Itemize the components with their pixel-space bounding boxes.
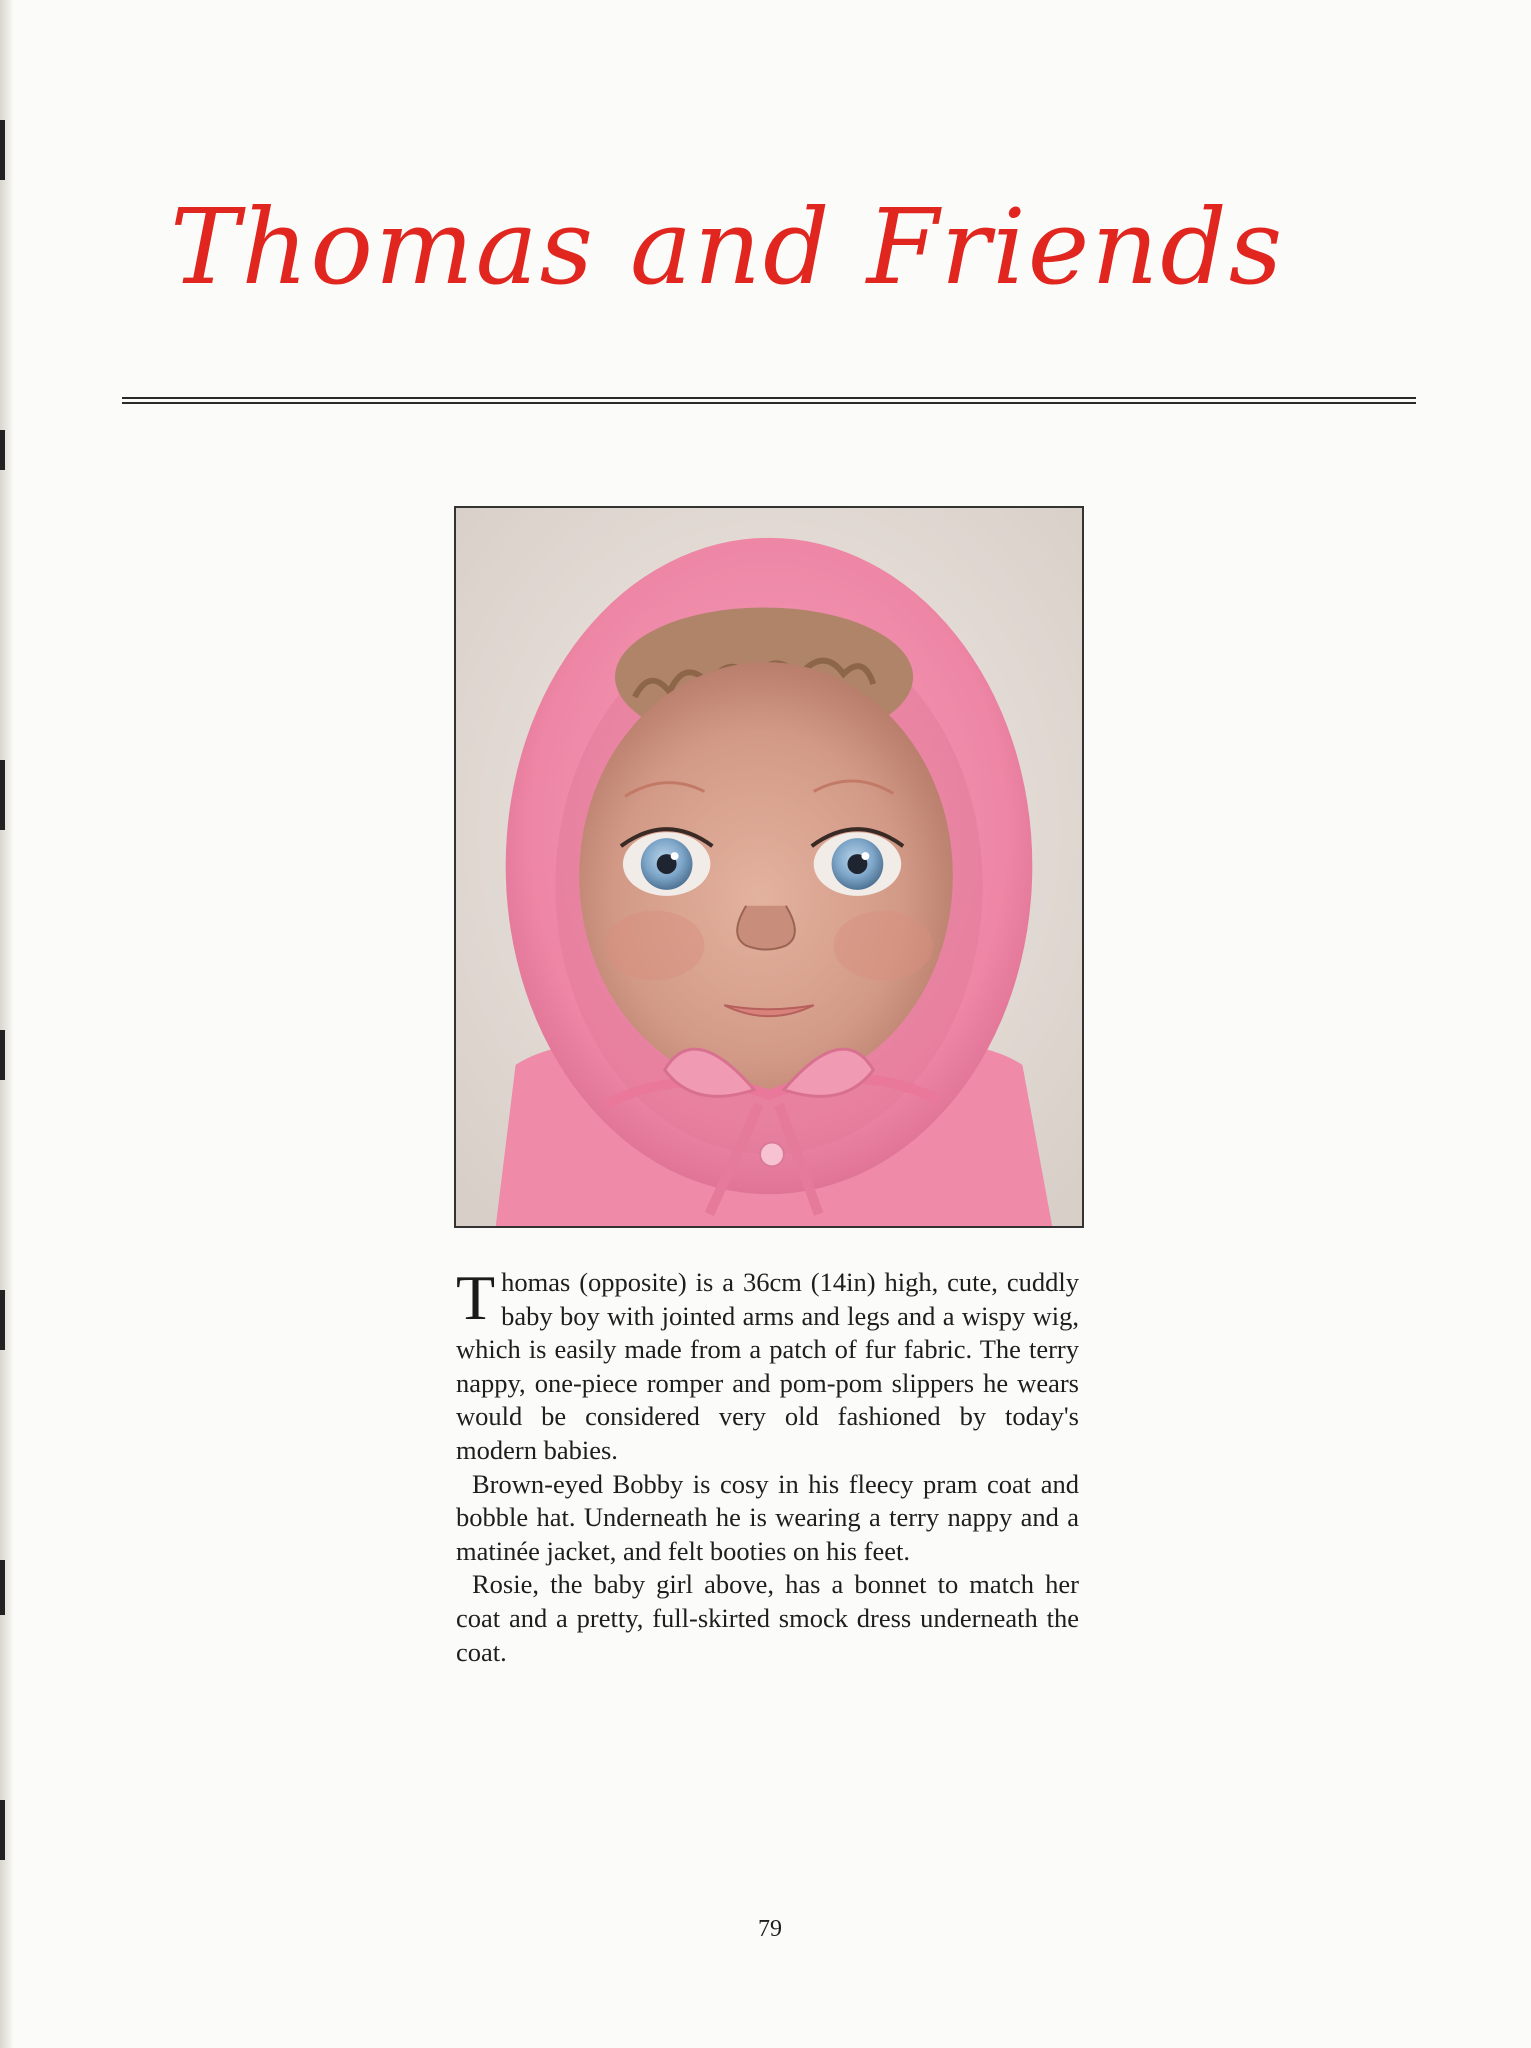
scan-edge-marks [0,0,6,2048]
drop-cap: T [456,1262,496,1333]
doll-photo [454,506,1084,1228]
page-title: Thomas and Friends [170,186,1285,308]
body-text [456,1262,1079,1669]
paragraph-rosie: Rosie, the baby girl above, has a bonnet to match her coat and a pretty, full-skirted smock dress underneath the coat. [456,1569,1079,1667]
paragraph-thomas-text: homas (opposite) is a 36cm (14in) high, cute, cuddly baby boy with jointed arms and legs and a wispy wig, which is easily made from a patch of fur fabric. The terry nappy, one-piece romper and pom-pom slippers he wears would be considered very old fashioned by today's modern babies. [456,1267,1079,1465]
paragraph-bobby: Brown-eyed Bobby is cosy in his fleecy pram coat and bobble hat. Underneath he is wearing a terry nappy and a matinée jacket, and felt booties on his feet. [456,1468,1079,1566]
paragraph-thomas [456,1262,1079,1468]
title-divider [122,397,1416,404]
page-number: 79 [758,1916,782,1942]
doll-illustration [456,508,1082,1226]
